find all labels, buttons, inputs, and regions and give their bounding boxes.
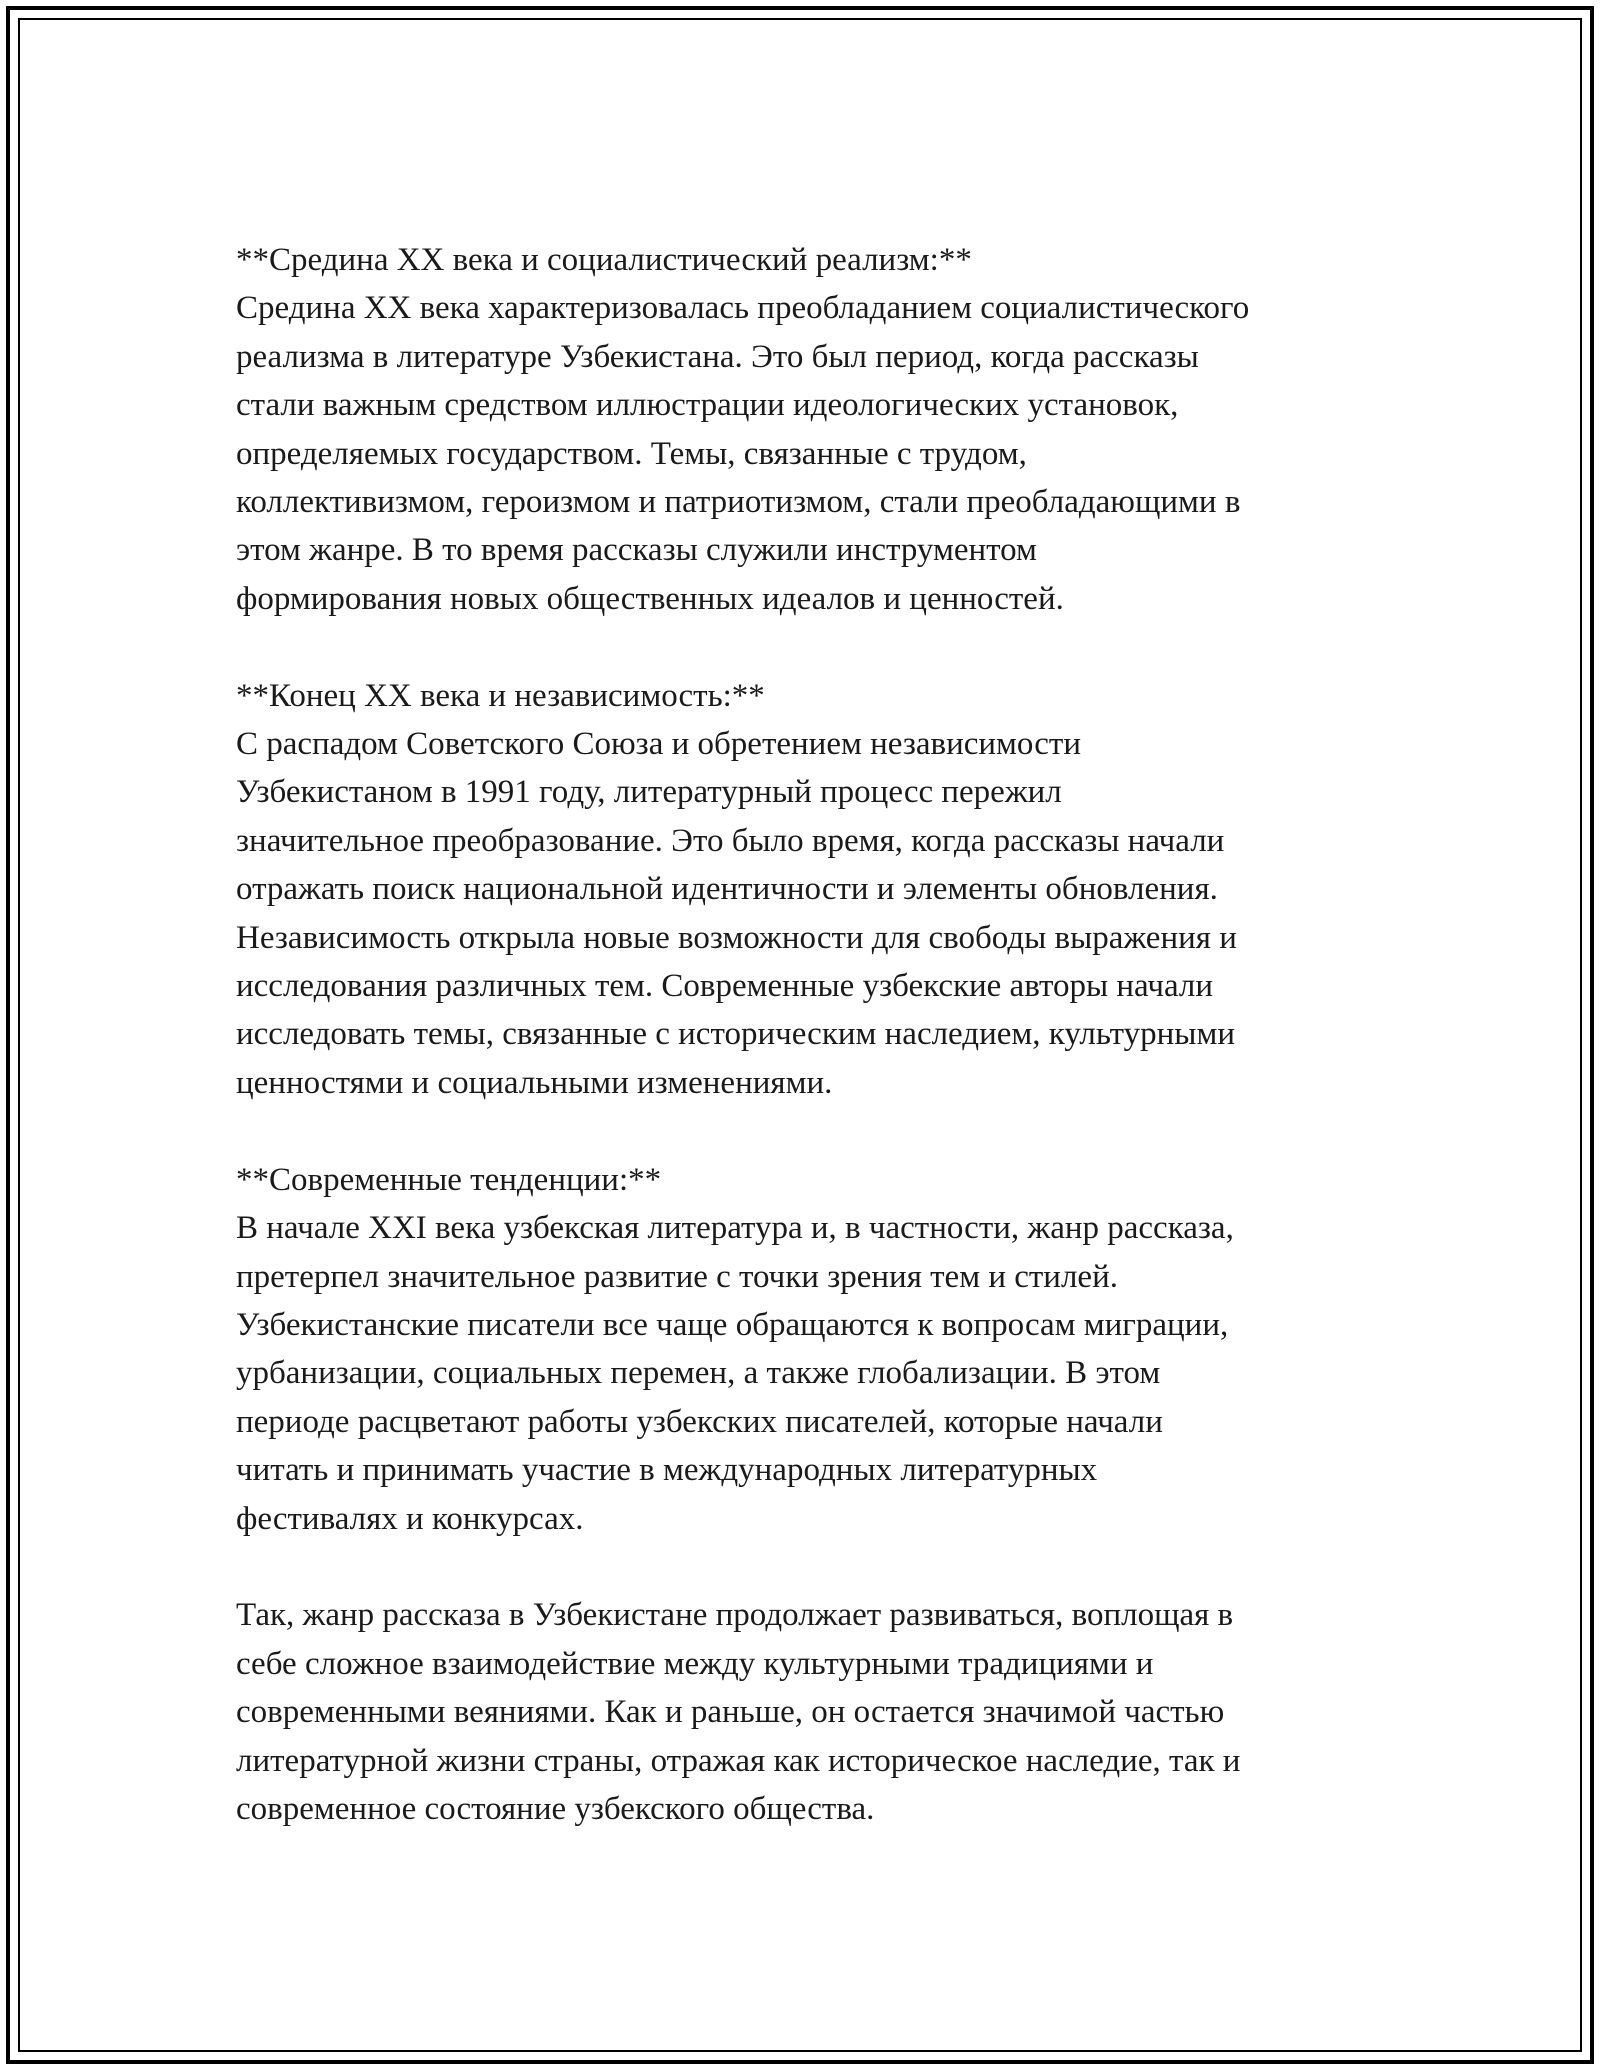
paragraph-line: исследования различных тем. Современные узбекские авторы начали [236, 968, 1214, 1005]
paragraph-line: ценностями и социальными изменениями. [236, 1064, 833, 1101]
paragraph-line: Так, жанр рассказа в Узбекистане продолжает развиваться, воплощая в [236, 1597, 1234, 1634]
paragraph-line: С распадом Советского Союза и обретением независимости [236, 726, 1081, 763]
paragraph-line: периоде расцветают работы узбекских писателей, которые начали [236, 1403, 1163, 1440]
paragraph-line: В начале XXI века узбекская литература и, в частности, жанр рассказа, [236, 1210, 1234, 1247]
paragraph-line: современное состояние узбекского общества. [236, 1790, 875, 1827]
paragraph-line: реализма в литературе Узбекистана. Это был период, когда рассказы [236, 338, 1199, 375]
paragraph-line: фестивалях и конкурсах. [236, 1500, 584, 1537]
paragraph-line: Независимость открыла новые возможности для свободы выражения и [236, 919, 1237, 956]
paragraph-line: формирования новых общественных идеалов и ценностей. [236, 580, 1064, 617]
section-heading: **Современные тенденции:** [236, 1161, 662, 1198]
section-heading: **Средина XX века и социалистический реализм:** [236, 242, 972, 278]
paragraph-line: претерпел значительное развитие с точки зрения тем и стилей. [236, 1258, 1118, 1295]
paragraph-line: отражать поиск национальной идентичности и элементы обновления. [236, 871, 1218, 908]
section-mid-20th-century [236, 236, 1386, 623]
conclusion-paragraph [236, 1591, 1386, 1833]
paragraph-line: литературной жизни страны, отражая как историческое наследие, так и [236, 1742, 1241, 1779]
document-body [236, 236, 1386, 1882]
paragraph-line: Узбекистаном в 1991 году, литературный процесс пережил [236, 774, 1062, 811]
paragraph-line: значительное преобразование. Это было время, когда рассказы начали [236, 822, 1225, 859]
paragraph-line: стали важным средством иллюстрации идеологических установок, [236, 387, 1179, 424]
section-heading: **Конец XX века и независимость:** [236, 677, 765, 714]
paragraph-line: Средина XX века характеризовалась преобладанием социалистического [236, 290, 1250, 327]
paragraph-line: этом жанре. В то время рассказы служили инструментом [236, 532, 1037, 569]
paragraph-line: читать и принимать участие в международных литературных [236, 1452, 1098, 1489]
paragraph-line: себе сложное взаимодействие между культурными традициями и [236, 1645, 1154, 1682]
paragraph-line: Узбекистанские писатели все чаще обращаются к вопросам миграции, [236, 1306, 1229, 1343]
section-end-20th-century [236, 672, 1386, 1108]
paragraph-line: исследовать темы, связанные с историческим наследием, культурными [236, 1016, 1235, 1053]
section-modern-trends [236, 1156, 1386, 1543]
paragraph-line: современными веяниями. Как и раньше, он остается значимой частью [236, 1694, 1225, 1731]
paragraph-line: определяемых государством. Темы, связанные с трудом, [236, 435, 1027, 472]
paragraph-line: коллективизмом, героизмом и патриотизмом, стали преобладающими в [236, 484, 1241, 521]
paragraph-line: урбанизации, социальных перемен, а также глобализации. В этом [236, 1355, 1161, 1392]
